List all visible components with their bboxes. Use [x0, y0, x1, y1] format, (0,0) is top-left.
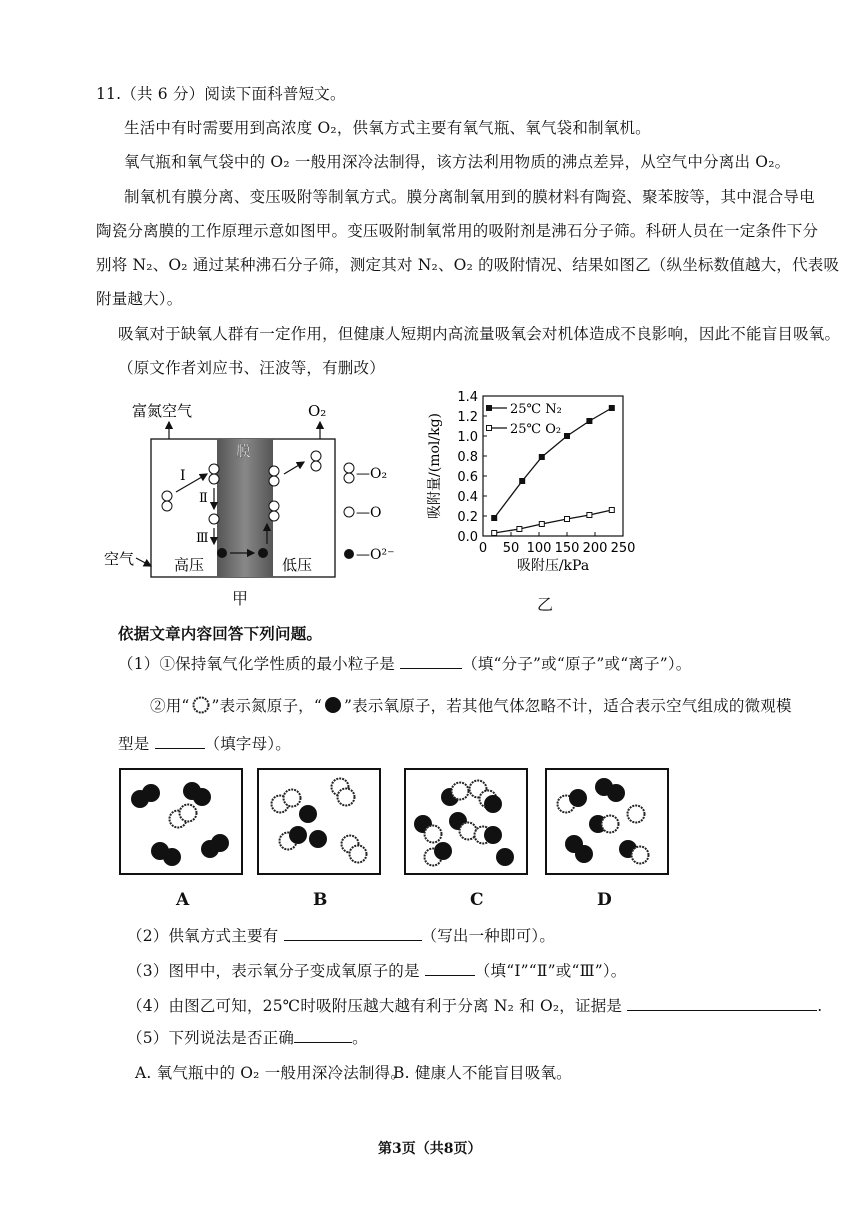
data-point-o2 — [539, 522, 544, 527]
oxygen-atom — [289, 826, 307, 844]
question-1-1-end: （填“分子”或“原子”或“离子”）。 — [462, 655, 692, 673]
question-header: 11.（共 6 分）阅读下面科普短文。 — [96, 85, 346, 103]
y-tick-label: 0.8 — [457, 450, 478, 465]
question-3-end: （填“Ⅰ”“Ⅱ”或“Ⅲ”）。 — [474, 962, 627, 980]
oxygen-atom — [163, 848, 181, 866]
passage-paragraph-2: 氧气瓶和氧气袋中的 O₂ 一般用深冷法制得，该方法利用物质的沸点差异，从空气中分离出 O₂。 — [124, 153, 791, 171]
figure-yi-caption: 乙 — [537, 595, 554, 614]
data-point-n2 — [565, 434, 570, 439]
oxygen-atom — [142, 784, 160, 802]
y-tick-label: 1.4 — [457, 390, 478, 405]
oxygen-atom — [434, 842, 452, 860]
oxygen-atom — [607, 784, 625, 802]
data-point-o2 — [609, 508, 614, 513]
nitrogen-atom — [632, 847, 649, 864]
instructions: 依据文章内容回答下列问题。 — [118, 624, 323, 643]
answer-blank-1-1[interactable] — [400, 654, 462, 669]
question-4-text: （4）由图乙可知，25℃时吸附压越大越有利于分离 N₂ 和 O₂，证据是 — [127, 997, 628, 1015]
y-tick-label: 0.0 — [457, 530, 478, 545]
nitrogen-atom — [628, 806, 645, 823]
oxygen-atom — [484, 795, 502, 813]
x-tick-label: 150 — [554, 541, 580, 556]
answer-blank-2[interactable] — [284, 926, 422, 941]
question-1-2-d: 型是 — [118, 735, 155, 753]
question-4-end: . — [817, 997, 823, 1015]
question-1-2-end: （填字母）。 — [204, 735, 291, 753]
model-label-a: A — [176, 890, 190, 910]
oxygen-atom — [484, 826, 502, 844]
oxide-ion-right — [258, 548, 268, 558]
x-tick-label: 50 — [502, 541, 520, 556]
y-axis-label: 吸附量/(mol/kg) — [427, 413, 443, 519]
passage-source: （原文作者刘应书、汪波等，有删改） — [118, 359, 385, 377]
legend-marker — [487, 406, 492, 411]
chart-frame — [483, 396, 623, 536]
legend-o-label: —O — [356, 505, 382, 521]
oxygen-atom — [575, 845, 593, 863]
diagram-legend — [344, 463, 394, 563]
high-pressure-label: 高压 — [174, 556, 205, 574]
nitrogen-atom — [425, 826, 442, 843]
data-point-o2 — [565, 517, 570, 522]
question-5-text: （5）下列说法是否正确 — [127, 1029, 295, 1047]
step-3-label: Ⅲ — [196, 531, 209, 546]
figure-jia-caption: 甲 — [232, 589, 249, 608]
option-a: A. 氧气瓶中的 O₂ 一般用深冷法制得。 — [135, 1064, 407, 1082]
nitrogen-atom — [602, 816, 619, 833]
legend-label: 25℃ O₂ — [510, 422, 562, 437]
page-footer: 第3页（共8页） — [378, 1141, 482, 1157]
y-tick-label: 0.6 — [457, 470, 478, 485]
oxygen-atom — [569, 789, 587, 807]
data-point-o2 — [587, 513, 592, 518]
passage-paragraph-3-cont3: 附量越大）。 — [96, 290, 183, 308]
data-point-n2 — [492, 516, 497, 521]
option-b: B. 健康人不能盲目吸氧。 — [393, 1064, 572, 1082]
nitrogen-atom — [284, 790, 301, 807]
oxygen-atom-icon — [322, 696, 344, 714]
question-1-2 — [150, 694, 792, 716]
x-tick-label: 250 — [610, 541, 636, 556]
data-point-n2 — [609, 406, 614, 411]
question-2-text: （2）供氧方式主要有 — [127, 927, 284, 945]
data-point-o2 — [492, 531, 497, 536]
passage-paragraph-3-cont: 陶瓷分离膜的工作原理示意如图甲。变压吸附制氧常用的吸附剂是沸石分子筛。科研人员在一定条件下分 — [96, 222, 819, 240]
data-point-n2 — [587, 419, 592, 424]
question-1-1-text: （1）①保持氧气化学性质的最小粒子是 — [118, 655, 401, 673]
nitrogen-rich-air-label: 富氮空气 — [132, 402, 193, 420]
x-axis-label: 吸附压/kPa — [516, 558, 590, 574]
answer-blank-3[interactable] — [425, 961, 475, 976]
question-1-1 — [118, 652, 692, 674]
nitrogen-atom — [350, 846, 367, 863]
data-point-n2 — [520, 479, 525, 484]
model-label-c: C — [470, 890, 484, 910]
x-tick-label: 100 — [526, 541, 552, 556]
data-point-n2 — [539, 455, 544, 460]
passage-paragraph-3: 制氧机有膜分离、变压吸附等制氧方式。膜分离制氧用到的膜材料有陶瓷、聚苯胺等，其中混合导电 — [124, 188, 815, 206]
series-line-o2 — [494, 510, 612, 533]
air-inlet-label: 空气 — [104, 550, 135, 568]
y-tick-label: 0.4 — [457, 490, 478, 505]
oxygen-atom — [211, 834, 229, 852]
answer-blank-4[interactable] — [627, 996, 817, 1011]
y-tick-label: 1.0 — [457, 430, 478, 445]
membrane-label: 膜 — [236, 442, 252, 460]
oxygen-atom — [299, 805, 317, 823]
diagram-membrane-separation — [104, 394, 414, 609]
passage-paragraph-1: 生活中有时需要用到高浓度 O₂，供氧方式主要有氧气瓶、氧气袋和制氧机。 — [124, 119, 651, 137]
model-label-d: D — [597, 890, 612, 910]
oxygen-atom — [496, 848, 514, 866]
answer-blank-1-2[interactable] — [155, 734, 205, 749]
question-5 — [127, 1026, 368, 1048]
question-1-2-c: ”表示氧原子，若其他气体忽略不计，适合表示空气组成的微观模 — [343, 697, 792, 715]
passage-paragraph-3-cont2: 别将 N₂、O₂ 通过某种沸石分子筛，测定其对 N₂、O₂ 的吸附情况、结果如图乙（纵坐标数值越大，代表吸 — [96, 256, 840, 274]
question-2 — [127, 924, 555, 946]
data-point-o2 — [517, 527, 522, 532]
low-pressure-label: 低压 — [282, 556, 313, 574]
legend-o2-label: —O₂ — [356, 466, 388, 482]
question-3-text: （3）图甲中，表示氧分子变成氧原子的是 — [127, 962, 425, 980]
x-tick-label: 0 — [478, 541, 488, 556]
legend-marker — [487, 426, 492, 431]
legend-oxide-label: —O²⁻ — [356, 547, 395, 563]
step-2-label: Ⅱ — [199, 491, 208, 506]
nitrogen-atom — [338, 789, 355, 806]
question-2-end: （写出一种即可）。 — [421, 927, 556, 945]
nitrogen-atom — [180, 805, 197, 822]
question-1-2-cont — [118, 732, 291, 754]
y-tick-label: 0.2 — [457, 510, 478, 525]
answer-blank-5[interactable] — [294, 1028, 352, 1043]
question-5-end: 。 — [352, 1029, 368, 1047]
question-1-2-a: ②用“ — [150, 697, 190, 715]
model-label-b: B — [313, 890, 328, 910]
air-inlet-arrow — [136, 558, 151, 566]
oxygen-atom — [193, 788, 211, 806]
passage-paragraph-4: 吸氧对于缺氧人群有一定作用，但健康人短期内高流量吸氧会对机体造成不良影响，因此不能盲目吸氧。 — [118, 325, 841, 343]
oxygen-atom — [309, 830, 327, 848]
release-arrow — [284, 462, 304, 474]
legend-label: 25℃ N₂ — [510, 402, 562, 417]
o2-outlet-label: O₂ — [308, 402, 327, 420]
question-4 — [127, 994, 822, 1016]
nitrogen-atom-icon — [190, 696, 212, 714]
step-1-label: Ⅰ — [180, 468, 186, 484]
chart-adsorption — [425, 386, 635, 586]
y-tick-label: 1.2 — [457, 410, 478, 425]
question-3 — [127, 959, 627, 981]
nitrogen-atom — [452, 783, 469, 800]
oxide-ion-left — [217, 548, 227, 558]
question-1-2-b: ”表示氮原子，“ — [211, 697, 322, 715]
x-tick-label: 200 — [582, 541, 608, 556]
particle-models — [118, 767, 678, 882]
